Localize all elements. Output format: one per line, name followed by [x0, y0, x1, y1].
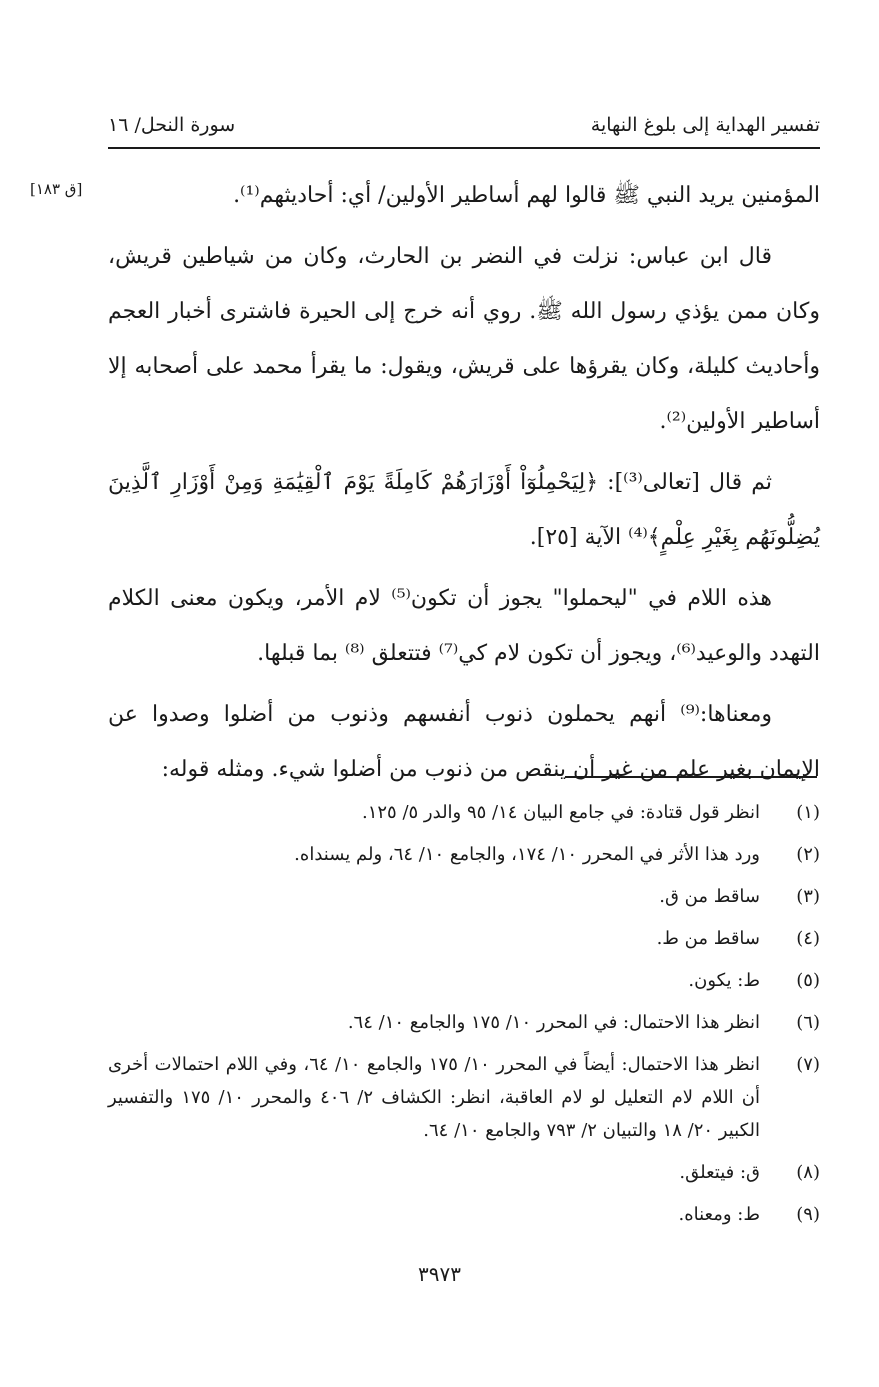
footnote-item [108, 1156, 820, 1189]
footnote-item [108, 1006, 820, 1039]
footnote-text: انظر هذا الاحتمال: في المحرر ١٠/ ١٧٥ والجامع ١٠/ ٦٤. [347, 1012, 760, 1033]
footnote-item [108, 1048, 820, 1147]
footnote-item [108, 796, 820, 829]
footnote-number: (٢) [796, 844, 820, 865]
footnote-number: (٧) [796, 1054, 820, 1075]
footnote-text: ط: يكون. [688, 970, 760, 991]
manuscript-folio-marker: [ق ١٨٣] [30, 180, 83, 198]
footnote-item [108, 838, 820, 871]
paragraph-lam-analysis: هذه اللام في "ليحملوا" يجوز أن تكون⁽⁵⁾ لام الأمر، ويكون معنى الكلام التهدد والوعيد⁽⁶⁾، ويجوز أن تكون لام كي⁽⁷⁾ فتتعلق ⁽⁸⁾ بما قبلها. [108, 586, 820, 666]
footnote-text: ورد هذا الأثر في المحرر ١٠/ ١٧٤، والجامع ١٠/ ٦٤، ولم يسنداه. [294, 844, 760, 865]
footnote-number: (١) [796, 802, 820, 823]
footnote-rule [565, 776, 817, 778]
main-text [108, 168, 820, 797]
footnote-item [108, 1198, 820, 1231]
footnote-item [108, 922, 820, 955]
footnote-text: انظر هذا الاحتمال: أيضاً في المحرر ١٠/ ١٧٥ والجامع ١٠/ ٦٤، وفي اللام احتمالات أخرى أن اللام لام التعليل لو لام العاقبة، انظر: الكشاف ٢/ ٤٠٦ والمحرر ١٠/ ١٧٥ والتفسير الكبير ٢٠/ ١٨ والتبيان ٢/ ٧٩٣ والجامع ١٠/ ٦٤. [108, 1054, 760, 1141]
footnotes-list [108, 796, 820, 1240]
header-rule [108, 147, 820, 149]
footnote-text: ق: فيتعلق. [679, 1162, 760, 1183]
footnote-item [108, 880, 820, 913]
book-title: تفسير الهداية إلى بلوغ النهاية [590, 114, 820, 136]
footnote-text: انظر قول قتادة: في جامع البيان ١٤/ ٩٥ والدر ٥/ ١٢٥. [361, 802, 760, 823]
running-header [108, 108, 820, 148]
paragraph-continuation: المؤمنين يريد النبي ﷺ قالوا لهم أساطير الأولين/ أي: أحاديثهم⁽¹⁾. [233, 183, 820, 208]
footnote-number: (٩) [796, 1204, 820, 1225]
page-number: ٣٩٧٣ [418, 1262, 461, 1286]
footnote-number: (٤) [796, 928, 820, 949]
footnote-text: ساقط من ط. [656, 928, 760, 949]
footnote-number: (٨) [796, 1162, 820, 1183]
paragraph-quran-verse: ثم قال [تعالى⁽³⁾]: ﴿لِيَحْمِلُوٓاْ أَوْزَارَهُمْ كَامِلَةً يَوْمَ ٱلْقِيَٰمَةِ وَمِنْ أَوْزَارِ ٱلَّذِينَ يُضِلُّونَهُم بِغَيْرِ عِلْمٍ﴾⁽⁴⁾ الآية [٢٥]. [108, 470, 820, 550]
footnote-item [108, 964, 820, 997]
paragraph-ibn-abbas: قال ابن عباس: نزلت في النضر بن الحارث، وكان من شياطين قريش، وكان ممن يؤذي رسول الله ﷺ. روي أنه خرج إلى الحيرة فاشترى أخبار العجم وأحاديث كليلة، وكان يقرؤها على قريش، ويقول: ما يقرأ محمد على أصحابه إلا أساطير الأولين⁽²⁾. [108, 244, 820, 434]
footnote-text: ط: ومعناه. [678, 1204, 760, 1225]
footnote-number: (٦) [796, 1012, 820, 1033]
footnote-number: (٣) [796, 886, 820, 907]
footnote-text: ساقط من ق. [659, 886, 760, 907]
paragraph-meaning: ومعناها:⁽⁹⁾ أنهم يحملون ذنوب أنفسهم وذنوب من أضلوا وصدوا عن الإيمان بغير علم من غير أن ينقص من ذنوب من أضلوا شيء. ومثله قوله: [108, 702, 820, 782]
surah-title: سورة النحل/ ١٦ [108, 114, 236, 136]
footnote-number: (٥) [796, 970, 820, 991]
